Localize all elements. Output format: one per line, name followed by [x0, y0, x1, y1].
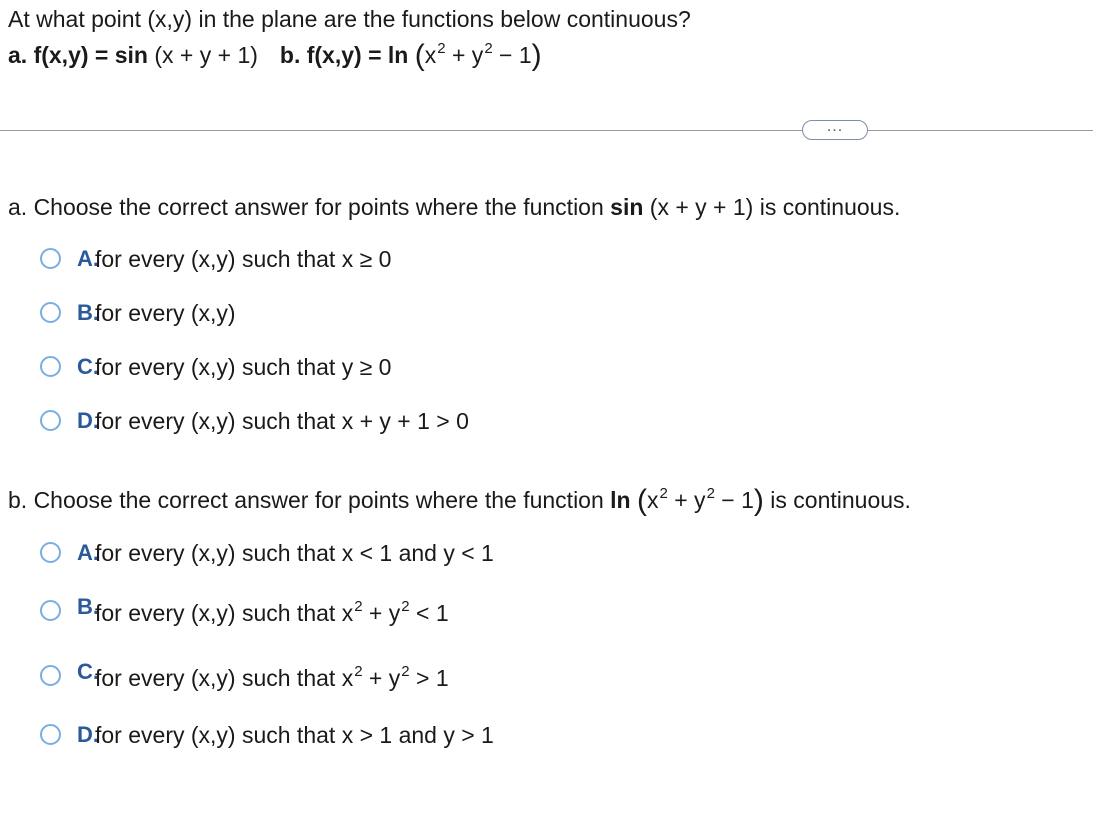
more-options-button[interactable]: ...	[802, 120, 868, 140]
option-text: for every (x,y) such that x ≥ 0	[95, 246, 392, 272]
option-letter: D.	[77, 408, 99, 433]
function-b: b. $f(x,y) = \ln (x^2 + y^2 - 1)$	[279, 39, 542, 72]
radio-button[interactable]	[40, 356, 61, 377]
question-functions	[8, 40, 542, 73]
option-letter: B.	[77, 300, 99, 325]
radio-button[interactable]	[40, 724, 61, 745]
radio-button[interactable]	[40, 410, 61, 431]
option-text: for every (x,y) such that x < 1 and y < 1	[95, 540, 494, 566]
option-text: for every (x,y) such that $x^2 + y^2 > 1$	[95, 663, 449, 691]
option-letter: D.	[77, 722, 99, 747]
option-text: for every (x,y)	[95, 300, 236, 326]
section-divider	[0, 130, 1093, 131]
option-text: for every (x,y) such that y ≥ 0	[95, 354, 392, 380]
part-a-prompt: a. Choose the correct answer for points where the function sin (x + y + 1) is continuous.	[8, 194, 901, 220]
option-text: for every (x,y) such that x > 1 and y > 1	[95, 722, 494, 748]
option-letter: A.	[77, 246, 99, 271]
option-text: for every (x,y) such that $x^2 + y^2 < 1$	[95, 598, 449, 626]
radio-button[interactable]	[40, 600, 61, 621]
radio-button[interactable]	[40, 248, 61, 269]
option-letter: C.	[77, 659, 99, 684]
option-letter: B.	[77, 594, 99, 619]
radio-button[interactable]	[40, 542, 61, 563]
radio-button[interactable]	[40, 302, 61, 323]
question-title: At what point (x,y) in the plane are the functions below continuous?	[8, 6, 691, 32]
part-b-prompt: b. Choose the correct answer for points where the function $\ln (x^2 + y^2 - 1)$ is continuous.	[8, 484, 911, 517]
option-text: for every (x,y) such that x + y + 1 > 0	[95, 408, 469, 434]
option-letter: A.	[77, 540, 99, 565]
option-letter: C.	[77, 354, 99, 379]
radio-button[interactable]	[40, 665, 61, 686]
function-a: a. f(x,y) = sin (x + y + 1)	[8, 42, 258, 68]
